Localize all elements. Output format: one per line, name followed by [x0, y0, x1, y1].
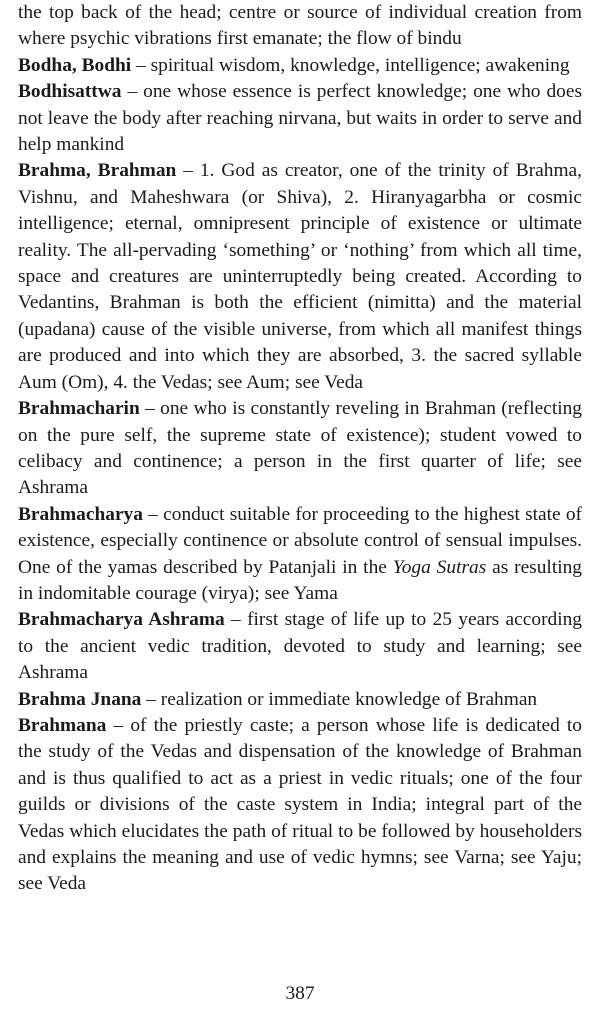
glossary-entry-continuation	[18, 0, 582, 53]
entry-definition: the top back of the head; centre or source of individual creation from where psychic vibrations first emanate; the flow of bindu	[18, 2, 582, 50]
page-number: 387	[285, 983, 315, 1004]
entry-separator: –	[224, 609, 248, 631]
glossary-entry-brahmacharin	[18, 396, 582, 502]
entry-definition: 1. God as creator, one of the trinity of Brahma, Vishnu, and Maheshwara (or Shiva), 2. Hiranyagarbha or cosmic intelligence; eternal, omnipresent principle of existence or ultimate reality. The all-pervading ‘something’ or ‘nothing’ from which all time, space and creatures are uninterruptedly being created. According to Vedantins, Brahman is both the efficient (nimitta) and the material (upadana) cause of the visible universe, from which all manifest things are produced and into which they are absorbed, 3. the sacred syllable Aum (Om), 4. the Vedas; see Aum; see Veda	[18, 160, 582, 393]
entry-separator: –	[121, 81, 144, 103]
glossary-entry-brahmacharya-ashrama	[18, 607, 582, 686]
entry-separator: –	[142, 503, 164, 525]
entry-separator: –	[141, 688, 161, 710]
entry-term: Bodhisattwa	[18, 81, 122, 103]
entry-separator: –	[176, 160, 200, 182]
entry-definition: spiritual wisdom, knowledge, intelligence; awakening	[150, 54, 570, 76]
entry-separator: –	[106, 714, 131, 736]
entry-definition: first stage of life up to 25 years according to the ancient vedic tradition, devoted to study and learning; see Ashrama	[18, 609, 582, 684]
glossary-entry-bodha	[18, 53, 582, 79]
entry-definition-end: as resulting in indomitable courage (virya); see Yama	[18, 556, 582, 604]
entry-term: Brahmacharya Ashrama	[18, 609, 225, 631]
entry-term: Brahmacharin	[18, 398, 140, 420]
glossary-entry-brahma	[18, 158, 582, 396]
entry-definition: one whose essence is perfect knowledge; one who does not leave the body after reaching nirvana, but waits in order to serve and help mankind	[18, 81, 582, 156]
glossary-page	[18, 0, 582, 898]
glossary-entry-brahmana	[18, 713, 582, 898]
entry-term: Brahma Jnana	[18, 688, 142, 710]
entry-term: Brahmacharya	[18, 503, 143, 525]
entry-book-title: Yoga Sutras	[392, 556, 487, 578]
entry-separator: –	[139, 398, 161, 420]
glossary-entry-bodhisattwa	[18, 79, 582, 158]
entry-term: Brahma, Brahman	[18, 160, 177, 182]
entry-definition: realization or immediate knowledge of Brahman	[160, 688, 538, 710]
entry-definition: of the priestly caste; a person whose life is dedicated to the study of the Vedas and dispensation of the knowledge of Brahman and is thus qualified to act as a priest in vedic rituals; one of the four guilds or divisions of the caste system in India; integral part of the Vedas which elucidates the path of ritual to be followed by householders and explains the meaning and use of vedic hymns; see Varna; see Yaju; see Veda	[18, 714, 582, 895]
entry-separator: –	[131, 54, 151, 76]
entry-definition: conduct suitable for proceeding to the highest state of existence, especially continence or absolute control of sensual impulses. One of the yamas described by Patanjali in the	[18, 503, 582, 578]
entry-term: Bodha, Bodhi	[18, 54, 132, 76]
glossary-entry-brahma-jnana	[18, 687, 582, 713]
entry-definition: one who is constantly reveling in Brahman (reflecting on the pure self, the supreme state of existence); student vowed to celibacy and continence; a person in the first quarter of life; see Ashrama	[18, 398, 582, 499]
entry-term: Brahmana	[18, 714, 107, 736]
glossary-entry-brahmacharya	[18, 502, 582, 608]
